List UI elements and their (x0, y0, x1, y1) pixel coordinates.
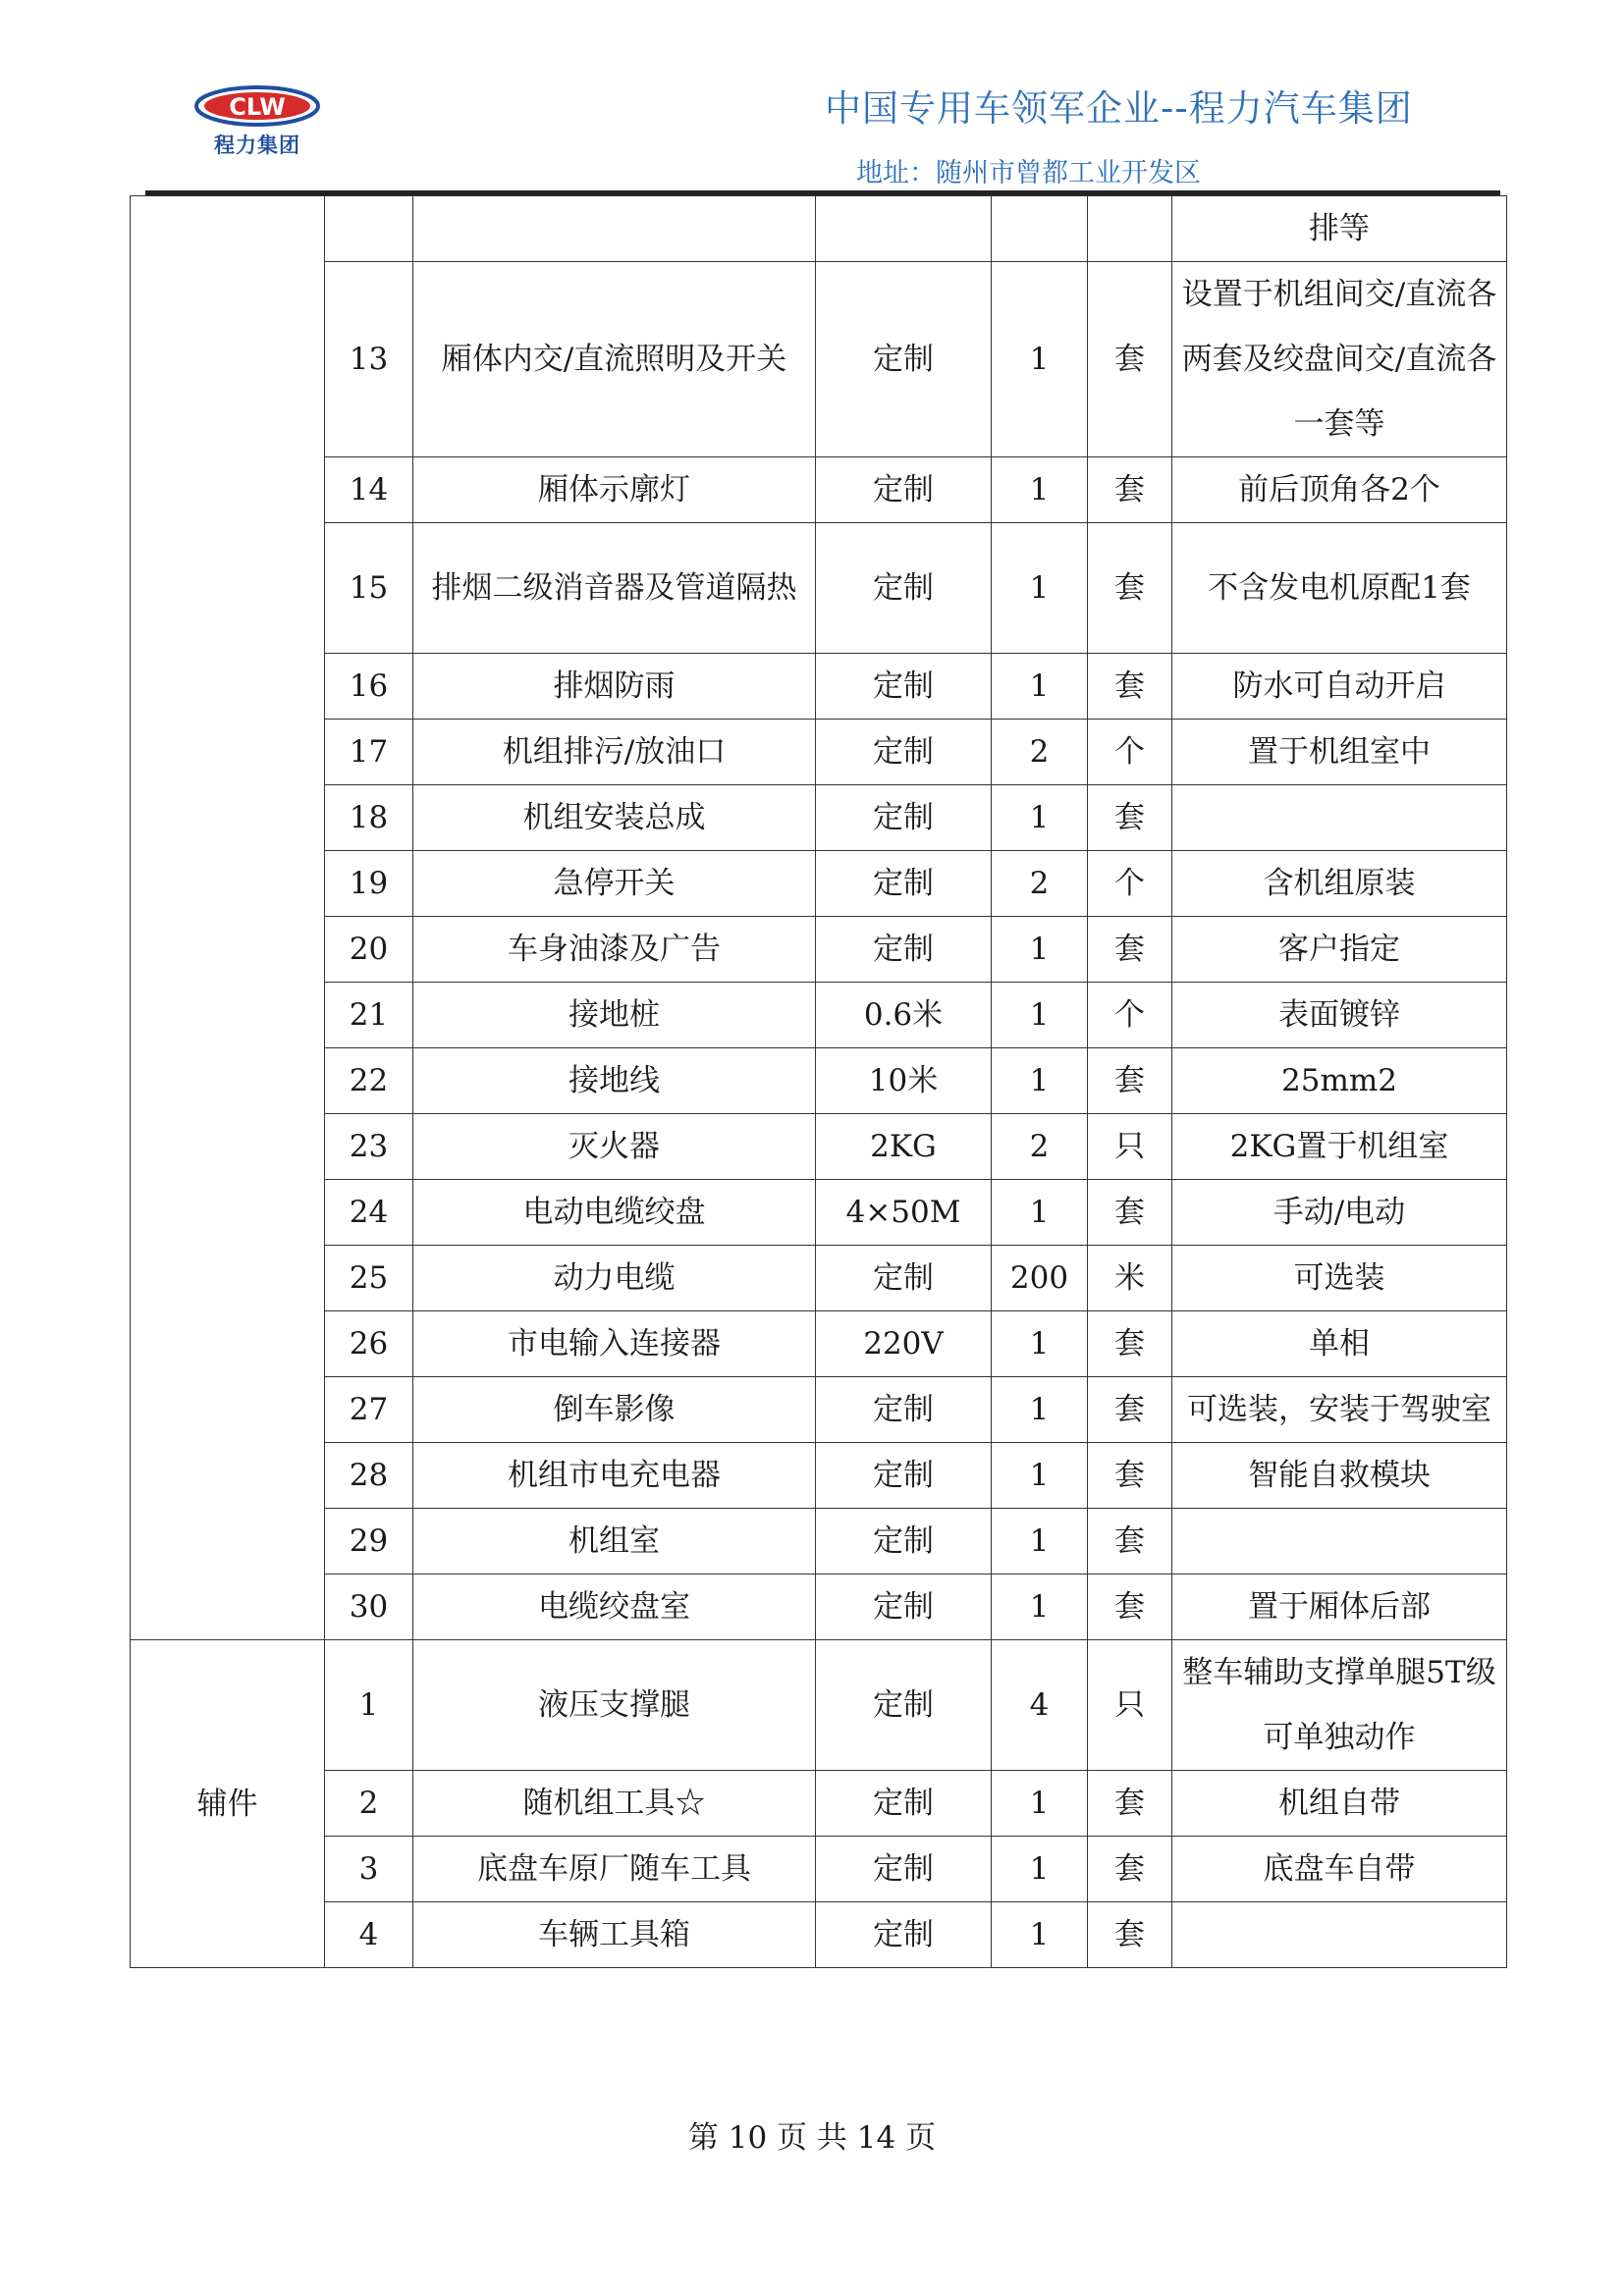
item-name-cell: 急停开关 (413, 851, 816, 917)
item-unit-cell: 个 (1088, 983, 1172, 1048)
item-quantity-cell: 1 (992, 917, 1088, 983)
item-unit-cell: 套 (1088, 654, 1172, 720)
row-number-cell: 25 (325, 1246, 413, 1311)
row-number-cell: 22 (325, 1048, 413, 1114)
item-spec-cell: 定制 (816, 1771, 992, 1837)
item-quantity-cell: 2 (992, 1114, 1088, 1180)
item-note-cell: 底盘车自带 (1172, 1837, 1507, 1902)
item-unit-cell: 套 (1088, 262, 1172, 457)
row-number-cell: 1 (325, 1640, 413, 1771)
item-unit-cell: 套 (1088, 917, 1172, 983)
item-name-cell: 机组安装总成 (413, 785, 816, 851)
item-spec-cell: 定制 (816, 851, 992, 917)
item-note-cell: 单相 (1172, 1311, 1507, 1377)
item-name-cell: 动力电缆 (413, 1246, 816, 1311)
item-spec-cell: 定制 (816, 1575, 992, 1640)
item-note-cell: 可选装，安装于驾驶室 (1172, 1377, 1507, 1443)
table-row (131, 196, 1507, 262)
table-row (131, 1114, 1507, 1180)
table-row (131, 1377, 1507, 1443)
item-unit-cell: 套 (1088, 457, 1172, 523)
item-name-cell: 液压支撑腿 (413, 1640, 816, 1771)
item-unit-cell: 套 (1088, 1311, 1172, 1377)
item-unit-cell: 套 (1088, 1377, 1172, 1443)
item-spec-cell: 220V (816, 1311, 992, 1377)
row-number-cell: 29 (325, 1509, 413, 1575)
company-slogan: 中国专用车领军企业--程力汽车集团 (825, 87, 1413, 130)
row-number-cell (325, 196, 413, 262)
item-name-cell: 排烟二级消音器及管道隔热 (413, 523, 816, 654)
item-spec-cell: 定制 (816, 1246, 992, 1311)
item-note-cell (1172, 785, 1507, 851)
item-unit-cell: 套 (1088, 1509, 1172, 1575)
item-unit-cell: 套 (1088, 1771, 1172, 1837)
item-spec-cell: 定制 (816, 1377, 992, 1443)
table-row (131, 1443, 1507, 1509)
row-number-cell: 3 (325, 1837, 413, 1902)
item-spec-cell: 定制 (816, 917, 992, 983)
item-quantity-cell: 200 (992, 1246, 1088, 1311)
row-number-cell: 13 (325, 262, 413, 457)
table-row (131, 917, 1507, 983)
table-row (131, 457, 1507, 523)
equipment-table (130, 195, 1507, 1968)
item-quantity-cell: 1 (992, 1443, 1088, 1509)
item-quantity-cell: 1 (992, 1377, 1088, 1443)
item-name-cell: 底盘车原厂随车工具 (413, 1837, 816, 1902)
row-number-cell: 21 (325, 983, 413, 1048)
item-spec-cell: 定制 (816, 785, 992, 851)
item-spec-cell: 定制 (816, 654, 992, 720)
item-spec-cell: 定制 (816, 1509, 992, 1575)
item-spec-cell: 定制 (816, 1837, 992, 1902)
table-row (131, 720, 1507, 785)
item-quantity-cell: 4 (992, 1640, 1088, 1771)
logo-mark-text: CLW (229, 93, 286, 121)
item-name-cell: 灭火器 (413, 1114, 816, 1180)
item-note-cell (1172, 1902, 1507, 1968)
item-note-cell: 排等 (1172, 196, 1507, 262)
table-row (131, 1837, 1507, 1902)
item-spec-cell: 4×50M (816, 1180, 992, 1246)
item-quantity-cell: 1 (992, 457, 1088, 523)
item-name-cell: 接地线 (413, 1048, 816, 1114)
company-address: 地址：随州市曾都工业开发区 (856, 158, 1201, 188)
row-number-cell: 4 (325, 1902, 413, 1968)
item-quantity-cell: 1 (992, 1048, 1088, 1114)
item-name-cell: 排烟防雨 (413, 654, 816, 720)
item-name-cell: 电动电缆绞盘 (413, 1180, 816, 1246)
table-row (131, 1575, 1507, 1640)
item-note-cell: 25mm2 (1172, 1048, 1507, 1114)
table-row (131, 1048, 1507, 1114)
table-row (131, 1311, 1507, 1377)
item-note-cell: 不含发电机原配1套 (1172, 523, 1507, 654)
item-name-cell (413, 196, 816, 262)
item-quantity-cell: 1 (992, 654, 1088, 720)
row-number-cell: 19 (325, 851, 413, 917)
row-number-cell: 30 (325, 1575, 413, 1640)
logo-text: 程力集团 (214, 133, 300, 157)
row-number-cell: 17 (325, 720, 413, 785)
table-row (131, 1509, 1507, 1575)
company-logo (192, 84, 322, 155)
row-number-cell: 28 (325, 1443, 413, 1509)
item-note-cell: 可选装 (1172, 1246, 1507, 1311)
item-spec-cell: 0.6米 (816, 983, 992, 1048)
item-quantity-cell: 1 (992, 1575, 1088, 1640)
item-quantity-cell: 1 (992, 983, 1088, 1048)
item-spec-cell: 定制 (816, 1902, 992, 1968)
item-spec-cell: 定制 (816, 1640, 992, 1771)
item-note-cell: 智能自救模块 (1172, 1443, 1507, 1509)
item-spec-cell: 定制 (816, 457, 992, 523)
item-note-cell: 置于厢体后部 (1172, 1575, 1507, 1640)
item-unit-cell: 套 (1088, 1837, 1172, 1902)
item-quantity-cell: 1 (992, 1902, 1088, 1968)
item-name-cell: 市电输入连接器 (413, 1311, 816, 1377)
item-name-cell: 倒车影像 (413, 1377, 816, 1443)
item-unit-cell: 只 (1088, 1640, 1172, 1771)
item-note-cell (1172, 1509, 1507, 1575)
table-row (131, 1902, 1507, 1968)
table-row (131, 983, 1507, 1048)
page-number: 第 10 页 共 14 页 (687, 2120, 937, 2156)
table-row (131, 1246, 1507, 1311)
item-unit-cell: 套 (1088, 523, 1172, 654)
item-unit-cell: 套 (1088, 1443, 1172, 1509)
item-unit-cell: 个 (1088, 720, 1172, 785)
row-number-cell: 26 (325, 1311, 413, 1377)
row-number-cell: 15 (325, 523, 413, 654)
table-row (131, 523, 1507, 654)
item-name-cell: 机组排污/放油口 (413, 720, 816, 785)
item-note-cell: 客户指定 (1172, 917, 1507, 983)
item-unit-cell: 只 (1088, 1114, 1172, 1180)
item-note-cell: 设置于机组间交/直流各两套及绞盘间交/直流各一套等 (1172, 262, 1507, 457)
item-note-cell: 前后顶角各2个 (1172, 457, 1507, 523)
item-spec-cell: 定制 (816, 1443, 992, 1509)
item-quantity-cell: 1 (992, 785, 1088, 851)
item-note-cell: 机组自带 (1172, 1771, 1507, 1837)
group-label-cell: 辅件 (131, 1640, 325, 1968)
item-spec-cell: 定制 (816, 262, 992, 457)
row-number-cell: 27 (325, 1377, 413, 1443)
item-name-cell: 随机组工具☆ (413, 1771, 816, 1837)
item-note-cell: 手动/电动 (1172, 1180, 1507, 1246)
item-note-cell: 表面镀锌 (1172, 983, 1507, 1048)
group-label-cell (131, 196, 325, 1640)
clw-logo-mark (192, 84, 322, 130)
item-name-cell: 机组室 (413, 1509, 816, 1575)
item-quantity-cell: 1 (992, 1837, 1088, 1902)
item-unit-cell: 套 (1088, 785, 1172, 851)
item-name-cell: 电缆绞盘室 (413, 1575, 816, 1640)
item-note-cell: 整车辅助支撑单腿5T级可单独动作 (1172, 1640, 1507, 1771)
item-note-cell: 置于机组室中 (1172, 720, 1507, 785)
item-quantity-cell: 1 (992, 1311, 1088, 1377)
item-name-cell: 接地桩 (413, 983, 816, 1048)
item-unit-cell (1088, 196, 1172, 262)
item-spec-cell (816, 196, 992, 262)
item-note-cell: 2KG置于机组室 (1172, 1114, 1507, 1180)
item-spec-cell: 定制 (816, 523, 992, 654)
item-spec-cell: 定制 (816, 720, 992, 785)
item-unit-cell: 套 (1088, 1575, 1172, 1640)
item-note-cell: 含机组原装 (1172, 851, 1507, 917)
item-unit-cell: 套 (1088, 1180, 1172, 1246)
item-quantity-cell: 1 (992, 1180, 1088, 1246)
item-name-cell: 车辆工具箱 (413, 1902, 816, 1968)
table-row (131, 785, 1507, 851)
item-note-cell: 防水可自动开启 (1172, 654, 1507, 720)
row-number-cell: 23 (325, 1114, 413, 1180)
table-row (131, 1180, 1507, 1246)
row-number-cell: 2 (325, 1771, 413, 1837)
item-quantity-cell: 2 (992, 851, 1088, 917)
item-unit-cell: 个 (1088, 851, 1172, 917)
item-quantity-cell (992, 196, 1088, 262)
item-quantity-cell: 2 (992, 720, 1088, 785)
row-number-cell: 18 (325, 785, 413, 851)
item-quantity-cell: 1 (992, 523, 1088, 654)
row-number-cell: 20 (325, 917, 413, 983)
item-spec-cell: 10米 (816, 1048, 992, 1114)
item-name-cell: 厢体内交/直流照明及开关 (413, 262, 816, 457)
item-name-cell: 机组市电充电器 (413, 1443, 816, 1509)
row-number-cell: 16 (325, 654, 413, 720)
item-name-cell: 车身油漆及广告 (413, 917, 816, 983)
item-quantity-cell: 1 (992, 1771, 1088, 1837)
item-unit-cell: 米 (1088, 1246, 1172, 1311)
table-row (131, 262, 1507, 457)
item-name-cell: 厢体示廓灯 (413, 457, 816, 523)
item-quantity-cell: 1 (992, 1509, 1088, 1575)
row-number-cell: 14 (325, 457, 413, 523)
table-row (131, 654, 1507, 720)
table-row (131, 1640, 1507, 1771)
table-row (131, 851, 1507, 917)
item-quantity-cell: 1 (992, 262, 1088, 457)
item-unit-cell: 套 (1088, 1048, 1172, 1114)
item-spec-cell: 2KG (816, 1114, 992, 1180)
table-row (131, 1771, 1507, 1837)
item-unit-cell: 套 (1088, 1902, 1172, 1968)
row-number-cell: 24 (325, 1180, 413, 1246)
